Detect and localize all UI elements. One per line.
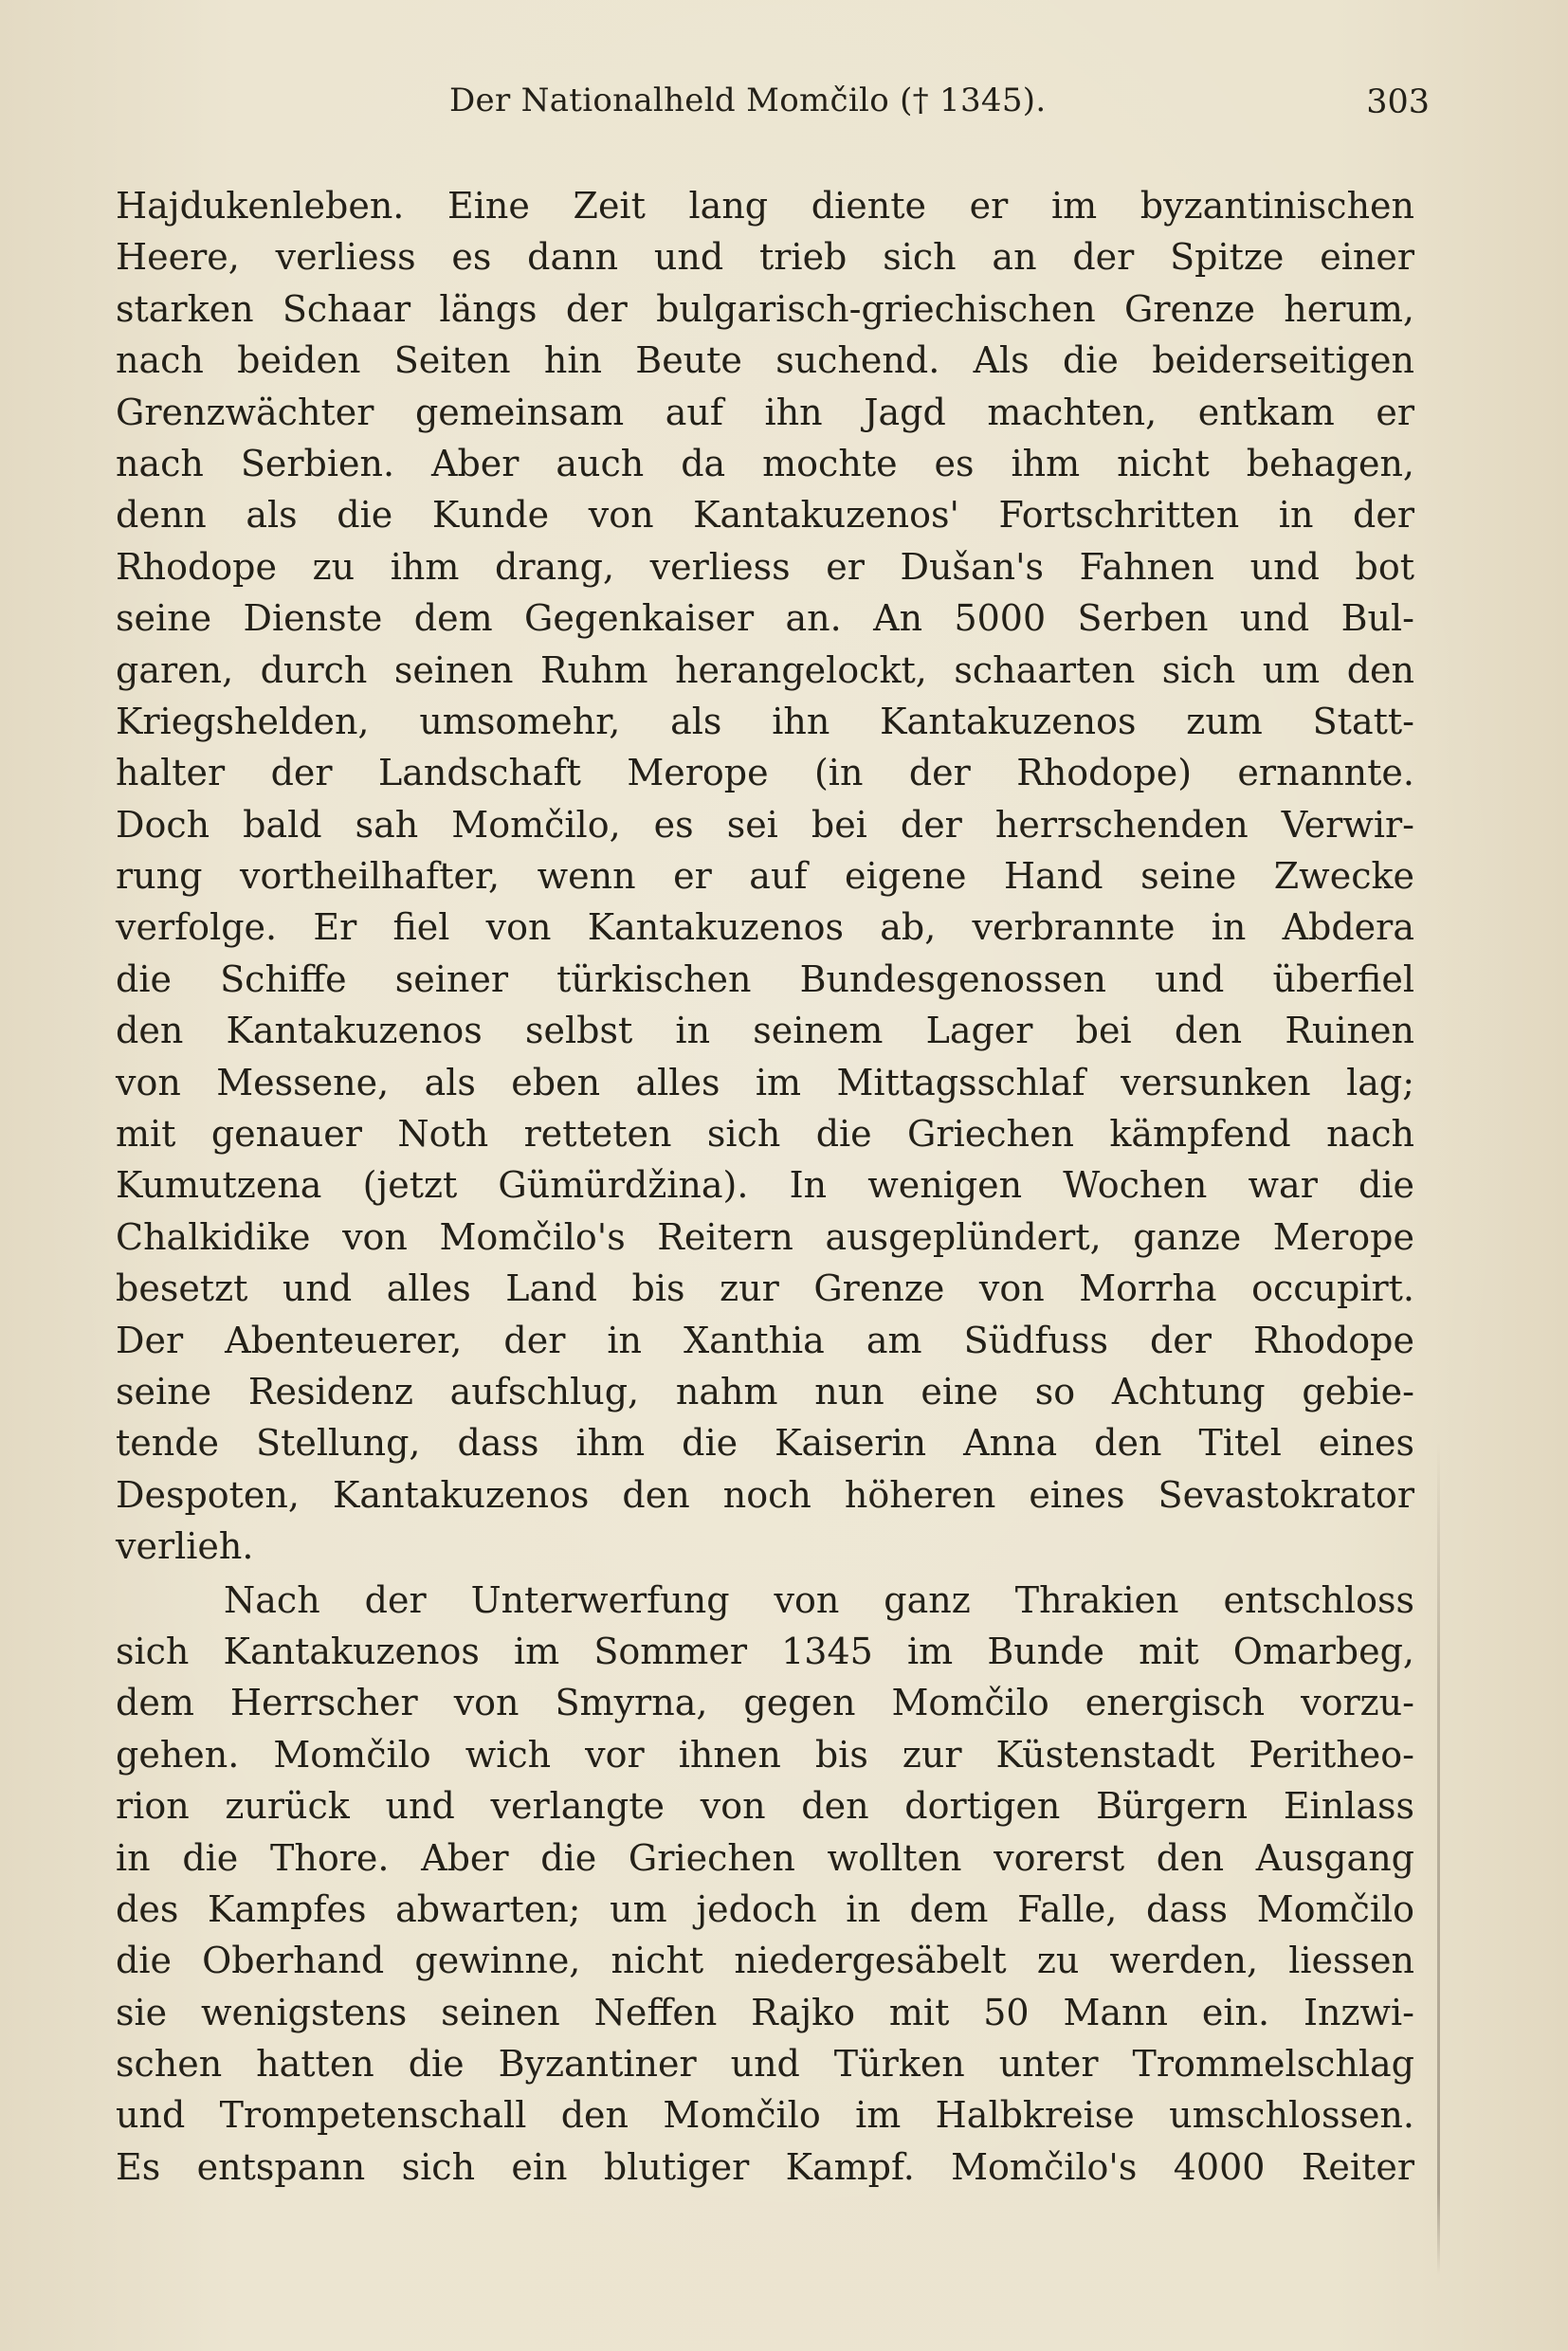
text-line: Nach der Unterwerfung von ganz Thrakien entschloss <box>224 1578 1414 1621</box>
text-line: Kriegshelden, umsomehr, als ihn Kantakuzenos zum Statt- <box>116 700 1414 742</box>
text-line: rion zurück und verlangte von den dortigen Bürgern Einlass <box>116 1785 1414 1828</box>
text-line: schen hatten die Byzantiner und Türken unter Trommelschlag <box>116 2043 1414 2086</box>
text-line: die Schiffe seiner türkischen Bundesgenossen und überfiel <box>116 957 1414 1000</box>
text-line: Chalkidike von Momčilo's Reitern ausgeplündert, ganze Merope <box>116 1215 1414 1258</box>
text-line: Rhodope zu ihm drang, verliess er Dušan's Fahnen und bot <box>116 545 1414 588</box>
text-line: denn als die Kunde von Kantakuzenos' Fortschritten in der <box>116 494 1414 537</box>
text-line: von Messene, als eben alles im Mittagsschlaf versunken lag; <box>116 1061 1414 1103</box>
page-edge-shadow <box>1437 1441 1440 2275</box>
text-line: gehen. Momčilo wich vor ihnen bis zur Küstenstadt Peritheo- <box>116 1733 1414 1776</box>
body-text <box>116 180 1414 2193</box>
page-number: 303 <box>1366 83 1430 121</box>
text-line: seine Residenz aufschlug, nahm nun eine so Achtung gebie- <box>116 1370 1414 1412</box>
text-line: dem Herrscher von Smyrna, gegen Momčilo energisch vorzu- <box>116 1682 1414 1724</box>
text-line: Hajdukenleben. Eine Zeit lang diente er im byzantinischen <box>116 185 1414 227</box>
text-line: in die Thore. Aber die Griechen wollten vorerst den Ausgang <box>116 1836 1414 1879</box>
paragraph-2 <box>116 1575 1414 2194</box>
text-line: den Kantakuzenos selbst in seinem Lager bei den Ruinen <box>116 1010 1414 1052</box>
text-line: besetzt und alles Land bis zur Grenze von Morrha occupirt. <box>116 1267 1414 1310</box>
text-line: mit genauer Noth retteten sich die Griechen kämpfend nach <box>116 1113 1414 1156</box>
text-line: garen, durch seinen Ruhm herangelockt, schaarten sich um den <box>116 648 1414 691</box>
text-line: seine Dienste dem Gegenkaiser an. An 5000 Serben und Bul- <box>116 597 1414 640</box>
text-line: Grenzwächter gemeinsam auf ihn Jagd machten, entkam er <box>116 391 1414 433</box>
text-line: Despoten, Kantakuzenos den noch höheren eines Sevastokrator <box>116 1473 1414 1516</box>
text-line: verlieh. <box>116 1525 254 1568</box>
text-line: und Trompetenschall den Momčilo im Halbkreise umschlossen. <box>116 2094 1414 2137</box>
text-line: Heere, verliess es dann und trieb sich an der Spitze einer <box>116 236 1414 279</box>
text-line: die Oberhand gewinne, nicht niedergesäbelt zu werden, liessen <box>116 1940 1414 1982</box>
paragraph-1 <box>116 180 1414 1573</box>
text-line: Kumutzena (jetzt Gümürdžina). In wenigen Wochen war die <box>116 1164 1414 1207</box>
text-line: tende Stellung, dass ihm die Kaiserin Anna den Titel eines <box>116 1422 1414 1465</box>
text-line: Doch bald sah Momčilo, es sei bei der herrschenden Verwir- <box>116 803 1414 846</box>
text-line: des Kampfes abwarten; um jedoch in dem Falle, dass Momčilo <box>116 1887 1414 1930</box>
running-head: Der Nationalheld Momčilo († 1345). <box>449 82 1047 119</box>
text-line: rung vortheilhafter, wenn er auf eigene Hand seine Zwecke <box>116 855 1414 898</box>
text-line: sie wenigstens seinen Neffen Rajko mit 50 Mann ein. Inzwi- <box>116 1991 1414 2033</box>
text-line: Es entspann sich ein blutiger Kampf. Momčilo's 4000 Reiter <box>116 2145 1414 2188</box>
text-line: starken Schaar längs der bulgarisch-griechischen Grenze herum, <box>116 287 1414 330</box>
text-line: verfolge. Er fiel von Kantakuzenos ab, verbrannte in Abdera <box>116 906 1414 949</box>
text-line: sich Kantakuzenos im Sommer 1345 im Bunde mit Omarbeg, <box>116 1630 1414 1672</box>
text-line: nach Serbien. Aber auch da mochte es ihm nicht behagen, <box>116 442 1414 484</box>
text-line: halter der Landschaft Merope (in der Rhodope) ernannte. <box>116 752 1414 794</box>
text-line: nach beiden Seiten hin Beute suchend. Als die beiderseitigen <box>116 339 1414 382</box>
text-line: Der Abenteuerer, der in Xanthia am Südfuss der Rhodope <box>116 1319 1414 1361</box>
